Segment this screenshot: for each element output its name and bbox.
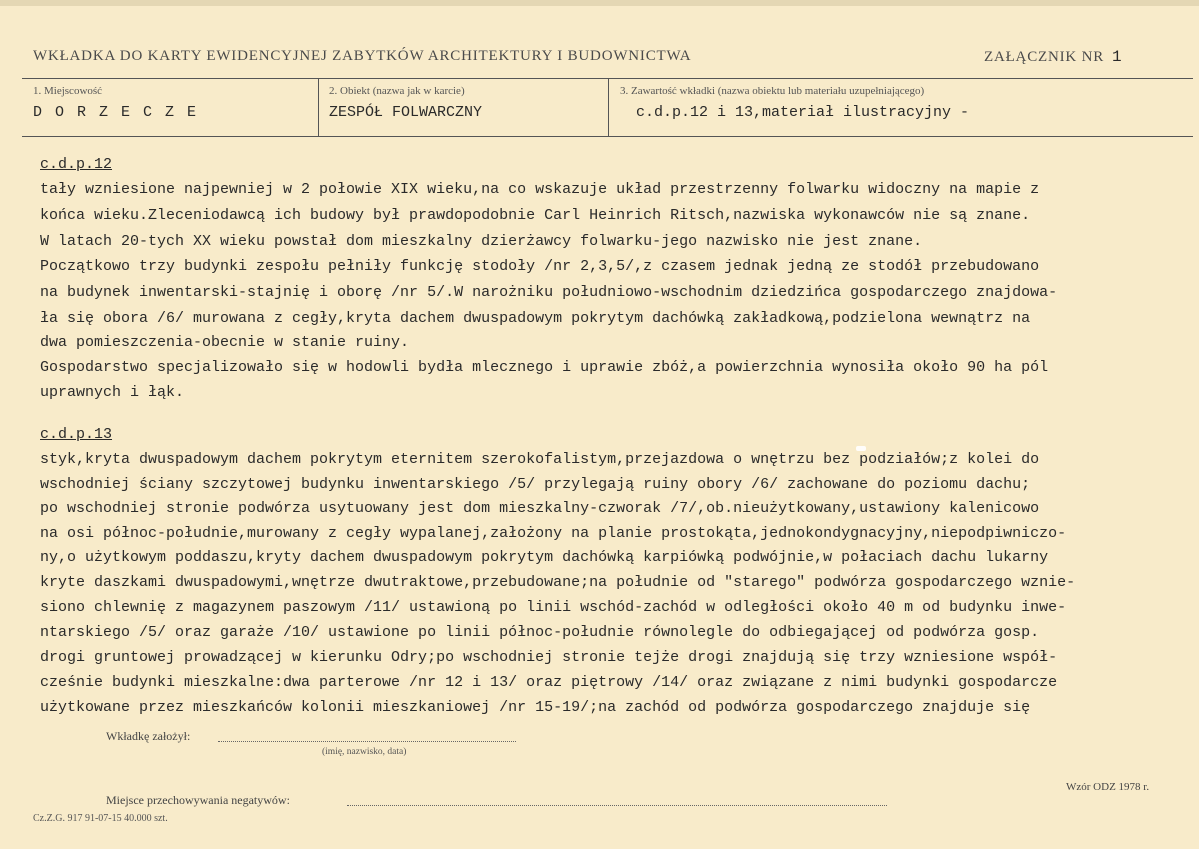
text-line: W latach 20-tych XX wieku powstał dom mieszkalny dzierżawcy folwarku-jego nazwisko nie jest znane. xyxy=(40,233,923,250)
text-line: Gospodarstwo specjalizowało się w hodowli bydła mlecznego i uprawie zbóż,a powierzchnia wynosiła około 90 ha pól xyxy=(40,359,1049,376)
text-line: drogi gruntowej prowadzącej w kierunku Odry;po wschodniej stronie tejże drogi znajdują się trzy wzniesione współ- xyxy=(40,649,1058,666)
attachment-label-text: ZAŁĄCZNIK NR xyxy=(984,49,1105,65)
table-divider-2 xyxy=(608,78,609,136)
table-bottom-border xyxy=(22,136,1193,137)
print-info: Cz.Z.G. 917 91-07-15 40.000 szt. xyxy=(33,813,168,824)
place-value: D O R Z E C Z E xyxy=(33,104,199,121)
attachment-number: 1 xyxy=(1112,48,1123,66)
text-line: tały wzniesione najpewniej w 2 połowie XIX wieku,na co wskazuje układ przestrzenny folwarku widoczny na mapie z xyxy=(40,181,1040,198)
text-line: styk,kryta dwuspadowym dachem pokrytym eternitem szerokofalistym,przejazdowa o wnętrzu bez podziałów;z kolei do xyxy=(40,451,1040,468)
text-line: kryte daszkami dwuspadowymi,wnętrze dwutraktowe,przebudowane;na południe od "starego" podwórza gospodarczego wznie- xyxy=(40,574,1076,591)
section-12-heading: c.d.p.12 xyxy=(40,156,113,173)
text-line: siono chlewnię z magazynem paszowym /11/ ustawioną po linii wschód-zachód w odległości około 40 m od budynku inwe- xyxy=(40,599,1067,616)
text-line: ntarskiego /5/ oraz garaże /10/ ustawione po linii północ-południe równolegle do odbiegającej od podwórza gosp. xyxy=(40,624,1040,641)
text-line: cześnie budynki mieszkalne:dwa parterowe /nr 12 i 13/ oraz piętrowy /14/ oraz związane z nimi budynki gospodarcze xyxy=(40,674,1058,691)
object-value: ZESPÓŁ FOLWARCZNY xyxy=(329,104,483,121)
negatives-label: Miejsce przechowywania negatywów: xyxy=(106,793,290,807)
text-line: uprawnych i łąk. xyxy=(40,384,185,401)
text-line: wschodniej ściany szczytowej budynku inwentarskiego /5/ przylegają ruiny obory /6/ zachowane do poziomu dachu; xyxy=(40,476,1031,493)
text-line: ła się obora /6/ murowana z cegły,kryta dachem dwuspadowym pokrytym dachówką zakładkową,podzielona wewnątrz na xyxy=(40,310,1031,327)
author-hint: (imię, nazwisko, data) xyxy=(322,747,407,757)
text-line: końca wieku.Zleceniodawcą ich budowy był prawdopodobnie Carl Heinrich Ritsch,nazwiska wykonawców nie są znane. xyxy=(40,207,1031,224)
form-model: Wzór ODZ 1978 r. xyxy=(1066,781,1150,793)
content-label: 3. Zawartość wkładki (nazwa obiektu lub materiału uzupełniającego) xyxy=(620,85,925,97)
text-line: po wschodniej stronie podwórza usytuowany jest dom mieszkalny-czworak /7/,ob.nieużytkowany,ustawiony kalenicowo xyxy=(40,500,1040,517)
paper-edge xyxy=(0,0,1199,6)
attachment-label xyxy=(984,48,1122,66)
text-line: na osi północ-południe,murowany z cegły wypalanej,założony na planie prostokąta,jednokondygnacyjny,niepodpiwniczo- xyxy=(40,525,1067,542)
author-label: Wkładkę założył: xyxy=(106,729,191,743)
text-line: Początkowo trzy budynki zespołu pełniły funkcję stodoły /nr 2,3,5/,z czasem jednak jedną ze stodół przebudowano xyxy=(40,258,1040,275)
text-line: użytkowane przez mieszkańców kolonii mieszkaniowej /nr 15-19/;na zachód od podwórza gospodarczego znajduje się xyxy=(40,699,1031,716)
negatives-dotted-line[interactable] xyxy=(347,805,887,806)
text-line: na budynek inwentarski-stajnię i oborę /nr 5/.W narożniku południowo-wschodnim dziedzińca gospodarczego znajdowa- xyxy=(40,284,1058,301)
content-value: c.d.p.12 i 13,materiał ilustracyjny - xyxy=(636,104,970,121)
form-title: WKŁADKA DO KARTY EWIDENCYJNEJ ZABYTKÓW ARCHITEKTURY I BUDOWNICTWA xyxy=(33,48,692,64)
text-line: dwa pomieszczenia-obecnie w stanie ruiny. xyxy=(40,334,410,351)
section-13-heading: c.d.p.13 xyxy=(40,426,113,443)
text-line: ny,o użytkowym poddaszu,kryty dachem dwuspadowym pokrytym dachówką karpiówką podwójnie,w połaciach dachu lukarny xyxy=(40,549,1049,566)
table-divider-1 xyxy=(318,78,319,136)
object-label: 2. Obiekt (nazwa jak w karcie) xyxy=(329,85,465,97)
place-label: 1. Miejscowość xyxy=(33,85,103,97)
author-dotted-line[interactable] xyxy=(218,741,516,742)
